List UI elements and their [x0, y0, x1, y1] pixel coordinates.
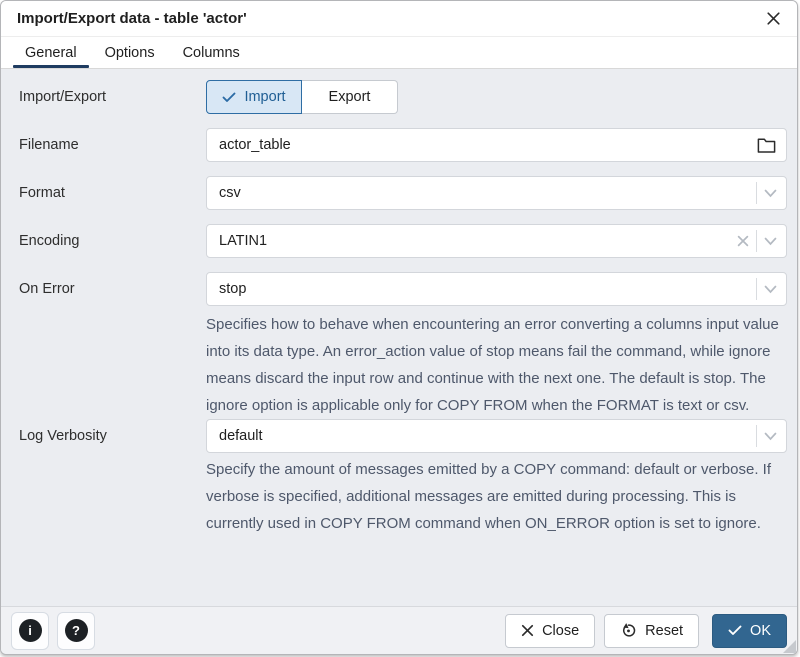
export-option-button[interactable] [302, 80, 398, 114]
question-icon: ? [65, 619, 88, 642]
select-divider [756, 230, 757, 252]
filename-row [19, 128, 787, 162]
tab-options[interactable]: Options [91, 37, 169, 68]
log-verbosity-value: default [219, 428, 263, 444]
format-row [19, 176, 787, 210]
close-button-label: Close [542, 622, 580, 639]
format-select[interactable] [206, 176, 787, 210]
on-error-select[interactable] [206, 272, 787, 306]
select-divider [756, 425, 757, 447]
reset-button-label: Reset [645, 622, 684, 639]
ok-button[interactable] [712, 614, 787, 648]
info-icon: i [19, 619, 42, 642]
encoding-value: LATIN1 [219, 233, 268, 249]
select-divider [756, 182, 757, 204]
chevron-down-icon[interactable] [764, 285, 777, 294]
chevron-down-icon[interactable] [764, 189, 777, 198]
reset-button[interactable] [604, 614, 699, 648]
import-option-label: Import [244, 89, 286, 105]
ok-button-label: OK [750, 622, 771, 639]
encoding-label: Encoding [19, 233, 80, 249]
format-label: Format [19, 185, 65, 201]
on-error-help-text: Specifies how to behave when encountering an error converting a columns input value into its data type. An error_action value of stop means fail the command, while ignore means discard the input row and continue with the next one. The default is stop. The ignore option is applicable only for COPY FROM when the FORMAT is text or csv. [206, 316, 779, 414]
filename-value: actor_table [219, 137, 291, 153]
clear-icon[interactable] [737, 235, 749, 247]
import-option-button[interactable] [206, 80, 302, 114]
check-icon [222, 92, 236, 103]
log-verbosity-select[interactable] [206, 419, 787, 453]
on-error-label: On Error [19, 281, 75, 297]
log-verbosity-label: Log Verbosity [19, 428, 107, 444]
dialog-footer [1, 606, 797, 654]
filename-input[interactable] [206, 128, 787, 162]
import-export-toggle [206, 80, 398, 114]
tab-general[interactable]: General [11, 37, 91, 68]
filename-label: Filename [19, 137, 79, 153]
log-verbosity-row [19, 419, 787, 453]
import-export-label: Import/Export [19, 89, 107, 105]
check-icon [728, 625, 742, 636]
on-error-value: stop [219, 281, 247, 297]
chevron-down-icon[interactable] [764, 237, 777, 246]
encoding-select[interactable] [206, 224, 787, 258]
reset-icon [620, 622, 637, 639]
select-divider [756, 278, 757, 300]
close-icon [521, 624, 534, 637]
import-export-row [19, 80, 787, 114]
tab-bar [1, 37, 797, 69]
encoding-row [19, 224, 787, 258]
info-button[interactable] [11, 612, 49, 650]
chevron-down-icon[interactable] [764, 432, 777, 441]
format-value: csv [219, 185, 241, 201]
close-icon [766, 11, 781, 26]
help-button[interactable] [57, 612, 95, 650]
folder-icon [757, 137, 776, 154]
export-option-label: Export [328, 89, 371, 105]
browse-file-button[interactable] [757, 137, 786, 154]
general-tab-panel [1, 69, 797, 537]
dialog-title: Import/Export data - table 'actor' [17, 10, 247, 27]
close-button[interactable] [505, 614, 595, 648]
log-verbosity-help-text: Specify the amount of messages emitted by a COPY command: default or verbose. If verbose is specified, additional messages are emitted during processing. This is currently used in COPY FROM command when ON_ERROR option is set to ignore. [206, 461, 772, 532]
tab-columns[interactable]: Columns [169, 37, 254, 68]
on-error-row [19, 272, 787, 306]
dialog-titlebar [1, 1, 797, 37]
dialog-close-button[interactable] [764, 9, 783, 28]
resize-grip[interactable] [783, 640, 796, 653]
